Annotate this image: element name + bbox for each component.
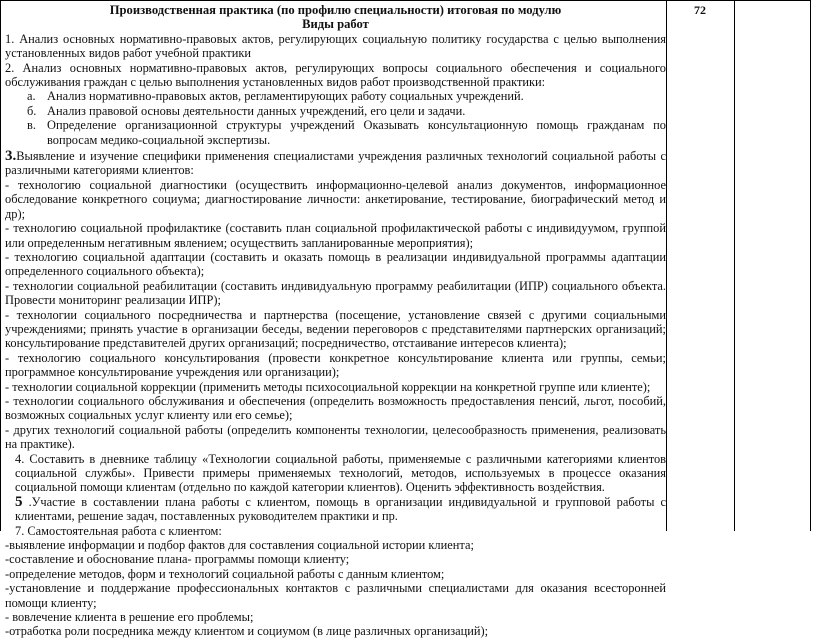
sub-item-marker: б.: [27, 103, 37, 118]
page-number: 72: [694, 3, 706, 17]
table-right-border: [810, 0, 811, 531]
sub-item-a: [5, 89, 666, 103]
item-2: 2. Анализ основных нормативно-правовых актов, регулирующих вопросы социального обеспечения и социального обслуживания граждан с целью выполнения установленных видов работ производственной практики:: [5, 60, 666, 90]
item-7: 7. Самостоятельная работа с клиентом:: [15, 523, 222, 538]
page-title: Производственная практика (по профилю специальности) итоговая по модулю: [109, 3, 562, 17]
section-3: [5, 149, 666, 178]
work-item: -выявление информации и подбор фактов для составления социальной истории клиента;: [5, 538, 474, 553]
work-types-content: [5, 3, 666, 639]
work-item: -установление и поддержание профессиональных контактов с различными специалистами для оказания всесторонней помощи клиенту;: [5, 581, 666, 610]
sub-item-marker: a.: [27, 89, 36, 104]
section-3-text: Выявление и изучение специфики применения специалистами учреждения различных технологий социальной работы с различными категориями клиентов:: [5, 149, 666, 178]
sub-item-b: [5, 104, 666, 118]
work-item: -составление и обоснование плана- программы помощи клиенту;: [5, 552, 350, 567]
item-1: 1. Анализ основных нормативно-правовых актов, регулирующих социальную политику государства с целью выполнения установленных видов работ учебной практики: [5, 31, 666, 61]
tech-item: - технологию социальной профилактике (составить план социальной профилактической работы с индивидуумом, группой или определенным негативным явлением; осуществить запланированные мероприятия);: [5, 221, 666, 250]
sub-item-text: Определение организационной структуры учреждений Оказывать консультационную помощь гражданам по вопросам медико-социальной экспертизы.: [47, 118, 666, 147]
item-4: 4. Составить в дневнике таблицу «Технологии социальной работы, применяемые с различными категориями клиентов социальной службы». Привести примеры применяемых технологий, методов, используемых в процессе оказания социальной помощи клиентам (отдельно по каждой категории клиентов). Оценить эффективность воздействия.: [15, 451, 666, 495]
table-top-border: [0, 0, 811, 1]
tech-item: - технологии социальной реабилитации (составить индивидуальную программу реабилитации (ИПР) социального объекта. Провести мониторинг реализации ИПР);: [5, 278, 666, 308]
work-item: -определение методов, форм и технологий социальной работы с данным клиентом;: [5, 566, 445, 581]
column-divider: [666, 0, 667, 531]
tech-item: - технологию социальной адаптации (составить и оказать помощь в реализации индивидуальной программы адаптации определенного социального объекта);: [5, 249, 666, 279]
page-number-right-border: [734, 0, 735, 531]
tech-item: - других технологий социальной работы (определить компоненты технологии, целесообразность применения, реализовать на практике).: [5, 422, 666, 452]
item-5: [5, 495, 666, 524]
work-item: - вовлечение клиента в решение его проблемы;: [5, 610, 254, 625]
work-item: -отработка роли посредника между клиентом и социумом (в лице различных организаций);: [5, 624, 489, 639]
sub-item-text: Анализ нормативно-правовых актов, регламентирующих работу социальных учреждений.: [47, 89, 524, 104]
tech-item: - технологии социального посредничества и партнерства (посещение, установление связей с другими социальными учреждениями; принять участие в организации беседы, ведении переговоров с представителями партнерских организаций; консультирование представителей других организаций; посредничество, отстаивание интересов клиента);: [5, 307, 666, 351]
table-left-border: [0, 0, 1, 531]
tech-item: - технологии социального обслуживания и обеспечения (определить возможность предоставления пенсий, льгот, пособий, возможных социальных услуг клиенту или его семье);: [5, 393, 666, 423]
tech-item: - технологию социальной диагностики (осуществить информационно-целевой анализ документов, информационное обследование конкретного социума; диагностирование личности: анкетирование, тестирование, биографический метод и др);: [5, 177, 666, 221]
page-subtitle: Виды работ: [302, 17, 369, 32]
sub-item-marker: в.: [27, 118, 36, 133]
section-3-number: 3.: [5, 148, 17, 165]
sub-item-text: Анализ правовой основы деятельности данных учреждений, его цели и задачи.: [47, 103, 466, 118]
item-5-text: .Участие в составлении плана работы с клиентом, помощь в организации индивидуальной и групповой работы с клиентами, решение задач, поставленных руководителем практики и пр.: [15, 494, 666, 524]
sub-item-v: [5, 118, 666, 147]
item-5-number: 5: [15, 493, 23, 510]
tech-item: - технологию социального консультирования (провести конкретное консультирование клиента или группы, семьи; программное консультирование учреждения или организации);: [5, 350, 666, 380]
tech-item: - технологии социальной коррекции (применить методы психосоциальной коррекции на конкретной группе или клиенте);: [5, 379, 651, 394]
